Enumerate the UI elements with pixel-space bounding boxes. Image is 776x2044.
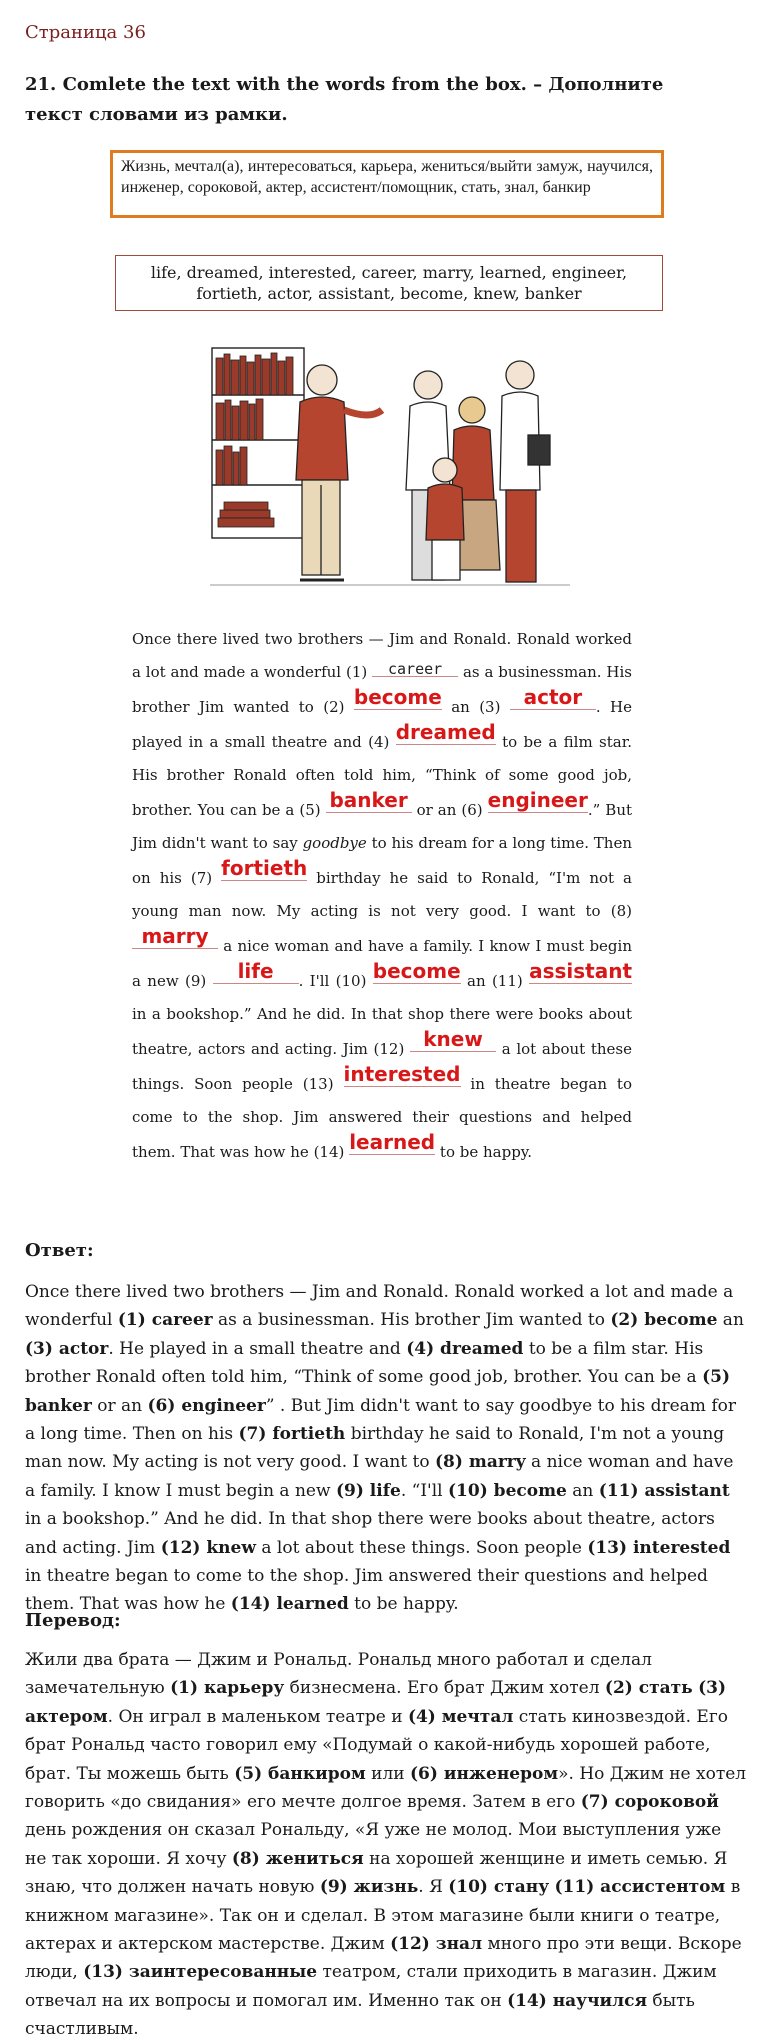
blank-13 [343, 1062, 461, 1087]
answer-word: (1) career [117, 1310, 213, 1331]
text-segment: to be happy. [435, 1143, 533, 1161]
text-segment: . He played in a small theatre and [108, 1338, 407, 1359]
blank-14 [349, 1130, 436, 1155]
fill-4: dreamed [395, 720, 496, 744]
translation-word: (8) жениться [231, 1848, 364, 1869]
task-instruction: 21. Comlete the text with the words from the box. – Дополните текст словами из рамки. [25, 74, 664, 125]
blank-7 [221, 856, 308, 881]
blank-11 [529, 959, 633, 984]
blank-2 [353, 685, 442, 710]
text-segment: or an [91, 1395, 148, 1416]
text-segment: an [717, 1310, 744, 1331]
blank-5 [326, 788, 412, 813]
translation-word: (12) знал [390, 1934, 483, 1955]
fill-2: become [353, 685, 442, 709]
text-segment: a nice woman and have a family. I know I must begin a new [25, 1452, 734, 1501]
answer-heading: Ответ: [25, 1240, 94, 1261]
answer-word: (5) banker [25, 1367, 731, 1416]
text-segment: in theatre began to come to the shop. Jim answered their questions and helped them. That was how he [25, 1566, 708, 1615]
translation-word: (3) актером [25, 1678, 727, 1727]
translation-heading: Перевод: [25, 1610, 121, 1631]
fill-9: life [237, 959, 274, 983]
text-segment: ” . But Jim didn't want to say goodbye to his dream for a long time. Then on his [25, 1395, 736, 1445]
text-segment: to be happy. [348, 1594, 459, 1615]
answer-word: (10) become [448, 1480, 567, 1501]
text-segment: день рождения он сказал Рональду, «Я уже не молод. Мои выступления уже не так хороши. Я хочу [25, 1820, 722, 1869]
text-segment: an (3) [441, 698, 510, 716]
fill-12: knew [423, 1027, 483, 1051]
translation-word: (5) банкиром [234, 1763, 366, 1784]
answer-word: (11) assistant [598, 1480, 730, 1501]
text-segment: .” But Jim didn't want to say [132, 801, 633, 852]
text-segment: на хорошей женщине и иметь семью. Я знаю, что должен начать новую [25, 1848, 728, 1898]
translation-word: (6) инженером [410, 1763, 559, 1784]
text-segment: . Я [418, 1877, 449, 1898]
translation-text [25, 1646, 747, 2044]
text-segment: a nice woman and have a family. I know I must begin a new (9) [132, 937, 632, 990]
blank-10 [372, 959, 461, 984]
figure-tall-man [500, 361, 550, 582]
text-segment: birthday he said to Ronald, I'm not a young man now. My acting is not very good. I want to [25, 1424, 725, 1473]
answer-word: (14) learned [230, 1594, 349, 1615]
answer-word: (12) knew [160, 1537, 256, 1558]
bookshop-illustration [210, 340, 570, 590]
text-segment: . “I'll [400, 1480, 449, 1501]
text-segment: много про эти вещи. Вскоре люди, [25, 1934, 742, 1983]
answer-word: (9) life [335, 1480, 401, 1501]
text-segment: Жили два брата — Джим и Рональд. Рональд много работал и сделал замечательную [25, 1650, 652, 1699]
text-segment: Once there lived two brothers — Jim and Ronald. Ronald worked a lot and made a wonderful (1) [132, 630, 632, 681]
translation-word: (11) ассистентом [554, 1877, 726, 1898]
text-segment: a lot about these things. Soon people (13) [132, 1040, 632, 1093]
fill-14: learned [349, 1130, 436, 1154]
page-label: Страница 36 [25, 22, 146, 43]
text-segment: in a bookshop.” And he did. In that shop there were books about theatre, actors and acting. Jim (12) [132, 1005, 632, 1058]
text-segment: to be a film star. His brother Ronald often told him, “Think of some good job, brother. You can be a [25, 1338, 704, 1388]
blank-4 [395, 720, 496, 745]
answer-word: (13) interested [587, 1537, 731, 1558]
fill-8: marry [141, 924, 209, 948]
answer-word: (8) marry [435, 1452, 526, 1473]
translation-word: (13) заинтересованные [83, 1962, 318, 1983]
answer-word: (7) fortieth [238, 1424, 346, 1445]
text-segment: as a businessman. His brother Jim wanted to (2) [132, 663, 632, 716]
text-segment: быть счастливым. [25, 1990, 695, 2040]
fill-11: assistant [529, 959, 633, 983]
blank-9 [213, 959, 299, 984]
answer-text [25, 1278, 747, 1619]
answer-word: (2) become [610, 1310, 718, 1331]
translation-word: (1) карьеру [170, 1678, 285, 1699]
fill-3: actor [523, 685, 583, 709]
answer-word: (4) dreamed [406, 1338, 524, 1359]
text-segment: ». Но Джим не хотел говорить «до свидания» его мечте долгое время. Затем в его [25, 1763, 747, 1813]
text-segment: бизнесмена. Его брат Джим хотел [284, 1678, 605, 1699]
text-segment: в книжном магазине». Так он и сделал. В этом магазине были книги о театре, актерах и актерском мастерстве. Джим [25, 1877, 741, 1955]
english-word-box: life, dreamed, interested, career, marry, learned, engineer, fortieth, actor, assistant, become, knew, banker [115, 255, 663, 311]
text-segment: in a bookshop.” And he did. In that shop there were books about theatre, actors and acting. Jim [25, 1509, 715, 1558]
italic-goodbye: goodbye [302, 834, 367, 852]
fill-10: become [372, 959, 461, 983]
blank-3 [510, 685, 596, 710]
fill-6: engineer [487, 788, 588, 812]
text-segment: or an (6) [411, 801, 488, 819]
text-segment: Once there lived two brothers — Jim and Ronald. Ronald worked a lot and made a wonderful [25, 1282, 734, 1331]
blank-6 [487, 788, 588, 813]
text-segment: as a businessman. His brother Jim wanted to [212, 1310, 611, 1331]
blank-8 [132, 924, 218, 949]
answer-word: (6) engineer [147, 1395, 266, 1416]
text-segment: или [365, 1763, 410, 1784]
text-segment: . I'll (10) [298, 972, 373, 990]
text-segment: an (11) [460, 972, 530, 990]
translation-word: (7) сороковой [580, 1792, 719, 1813]
fill-5: banker [329, 788, 408, 812]
fill-7: fortieth [221, 856, 308, 880]
text-segment: birthday he said to Ronald, “I'm not a young man now. My acting is not very good. I want to (8) [132, 869, 632, 920]
answer-word: (3) actor [25, 1338, 109, 1359]
text-segment: стать кинозвездой. Его брат Рональд часто говорил ему «Подумай о какой-нибудь хорошей работе, брат. Ты можешь быть [25, 1706, 728, 1784]
blank-1 [372, 656, 458, 677]
text-segment: a lot about these things. Soon people [255, 1537, 588, 1558]
russian-word-box: Жизнь, мечтал(а), интересоваться, карьера, жениться/выйти замуж, научился, инженер, сороковой, актер, ассистент/помощник, стать, знал, банкир [110, 150, 664, 218]
figure-jim [296, 365, 382, 580]
text-segment: in theatre began to come to the shop. Jim answered their questions and helped them. That was how he (14) [132, 1075, 632, 1161]
translation-word: (10) стану [448, 1877, 550, 1898]
text-segment: to his dream for a long time. Then on his (7) [132, 834, 632, 887]
text-segment: театром, стали приходить в магазин. Джим отвечал на их вопросы и помогал им. Именно так он [25, 1962, 717, 2011]
text-segment: . Он играл в маленьком театре и [107, 1706, 408, 1727]
fill-1: career [387, 660, 443, 678]
text-segment: to be a film star. His brother Ronald often told him, “Think of some good job, brother. You can be a (5) [132, 733, 632, 819]
fill-13: interested [343, 1062, 461, 1086]
exercise-text [132, 623, 632, 1169]
text-segment: . He played in a small theatre and (4) [132, 698, 633, 751]
translation-word: (4) мечтал [407, 1706, 514, 1727]
text-segment: an [566, 1480, 599, 1501]
translation-word: (9) жизнь [319, 1877, 419, 1898]
blank-12 [410, 1027, 496, 1052]
translation-word: (14) научился [507, 1990, 648, 2011]
translation-word: (2) стать [604, 1678, 693, 1699]
